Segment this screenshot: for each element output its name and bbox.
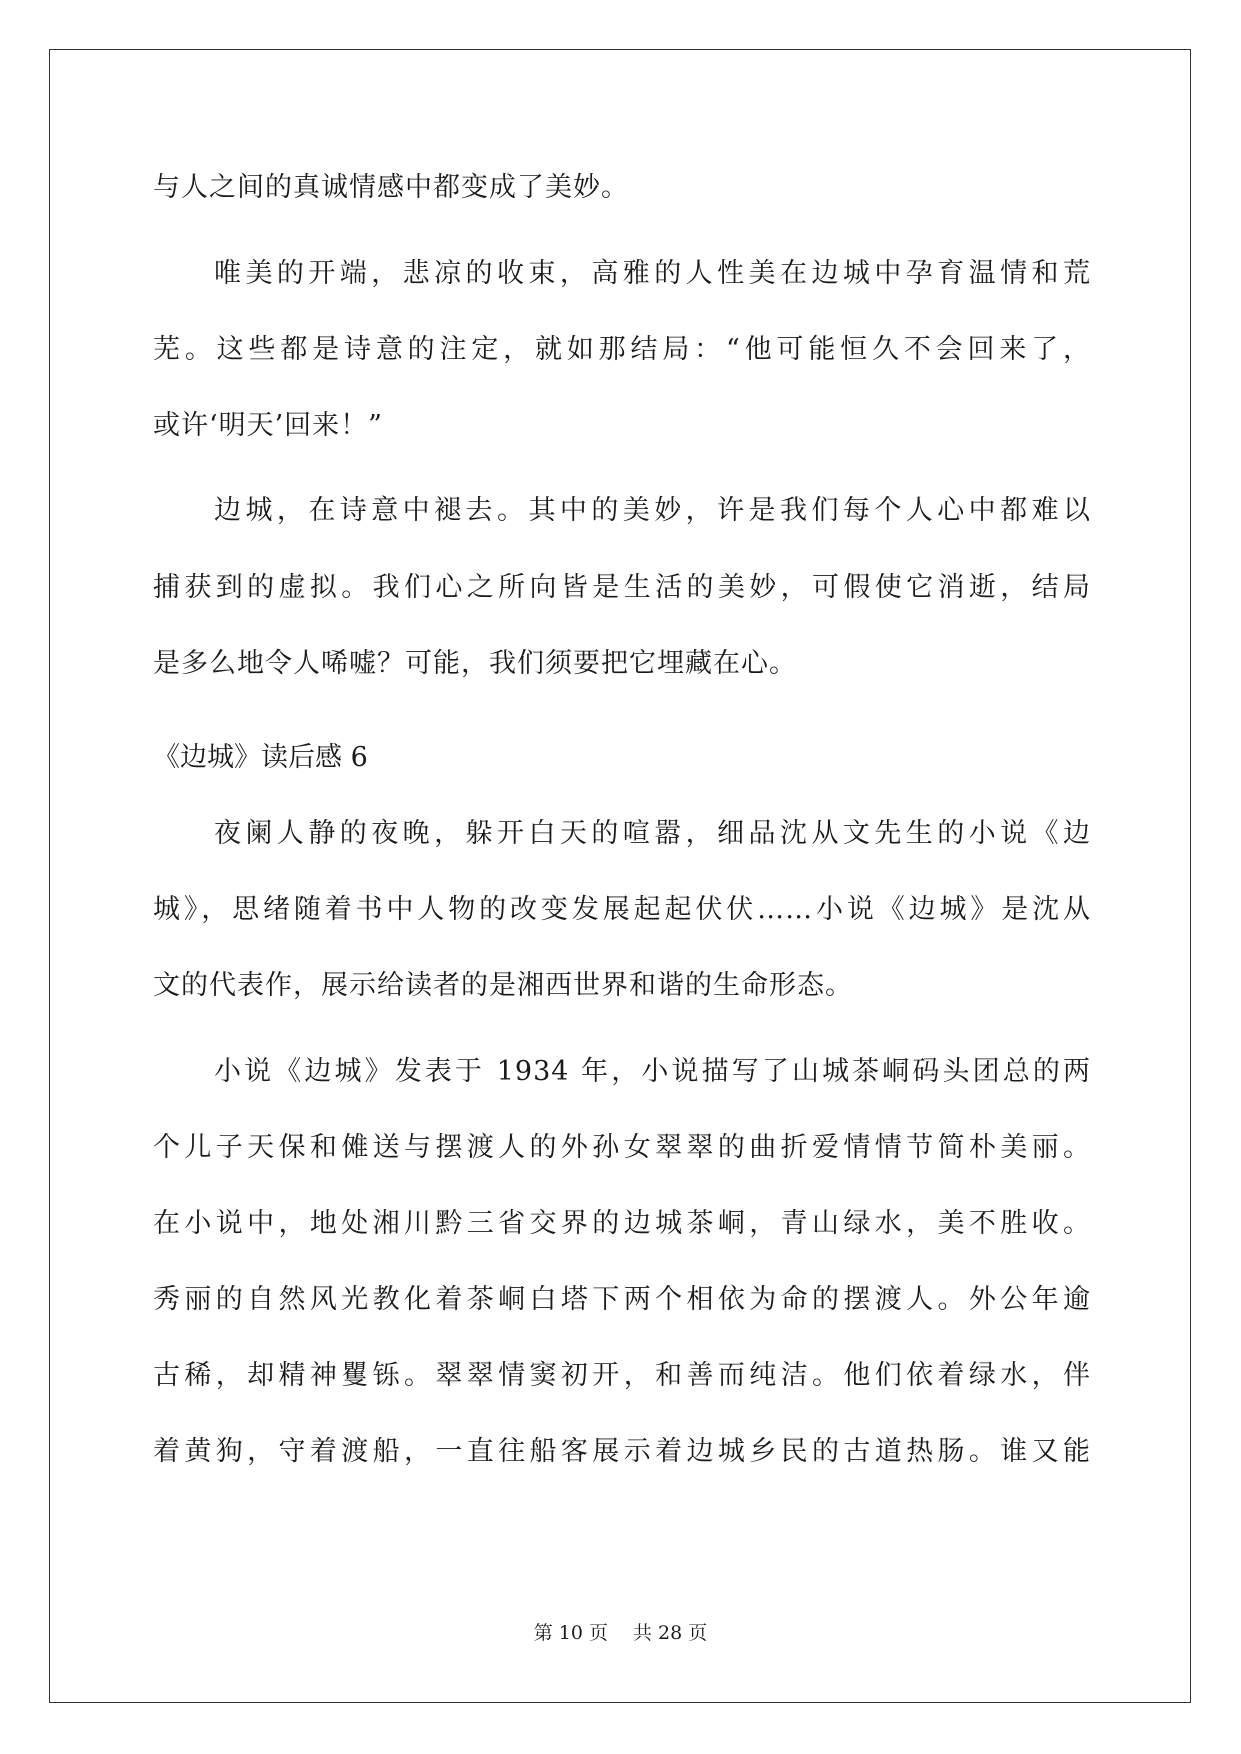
- page-number-footer: 第 10 页 共 28 页: [533, 1622, 708, 1644]
- body-text-line: 在小说中，地处湘川黔三省交界的边城茶峒，青山绿水，美不胜收。: [153, 1208, 1091, 1239]
- body-text-line: 城》，思绪随着书中人物的改变发展起起伏伏……小说《边城》是沈从: [153, 894, 1091, 925]
- body-text-line: 夜阑人静的夜晚，躲开白天的喧嚣，细品沈从文先生的小说《边: [214, 818, 1091, 849]
- body-text-line: 个儿子天保和傩送与摆渡人的外孙女翠翠的曲折爱情情节简朴美丽。: [153, 1132, 1091, 1163]
- body-text-line: 是多么地令人唏嘘？可能，我们须要把它埋藏在心。: [153, 648, 797, 679]
- body-text-line: 小说《边城》发表于 1934 年，小说描写了山城茶峒码头团总的两: [214, 1056, 1091, 1087]
- body-text-line: 秀丽的自然风光教化着茶峒白塔下两个相依为命的摆渡人。外公年逾: [153, 1284, 1091, 1315]
- body-text-line: 芜。这些都是诗意的注定，就如那结局：“他可能恒久不会回来了，: [153, 334, 1091, 365]
- section-heading: 《边城》读后感 6: [153, 742, 368, 773]
- body-text-line: 文的代表作，展示给读者的是湘西世界和谐的生命形态。: [153, 970, 853, 1001]
- body-text-line: 与人之间的真诚情感中都变成了美妙。: [153, 172, 629, 203]
- body-text-line: 唯美的开端，悲凉的收束，高雅的人性美在边城中孕育温情和荒: [214, 258, 1091, 289]
- body-text-line: 捕获到的虚拟。我们心之所向皆是生活的美妙，可假使它消逝，结局: [153, 572, 1091, 603]
- body-text-line: 或许‘明天’回来！”: [153, 410, 383, 441]
- body-text-line: 边城，在诗意中褪去。其中的美妙，许是我们每个人心中都难以: [214, 495, 1091, 526]
- body-text-line: 古稀，却精神矍铄。翠翠情窦初开，和善而纯洁。他们依着绿水，伴: [153, 1360, 1091, 1391]
- body-text-line: 着黄狗，守着渡船，一直往船客展示着边城乡民的古道热肠。谁又能: [153, 1436, 1091, 1467]
